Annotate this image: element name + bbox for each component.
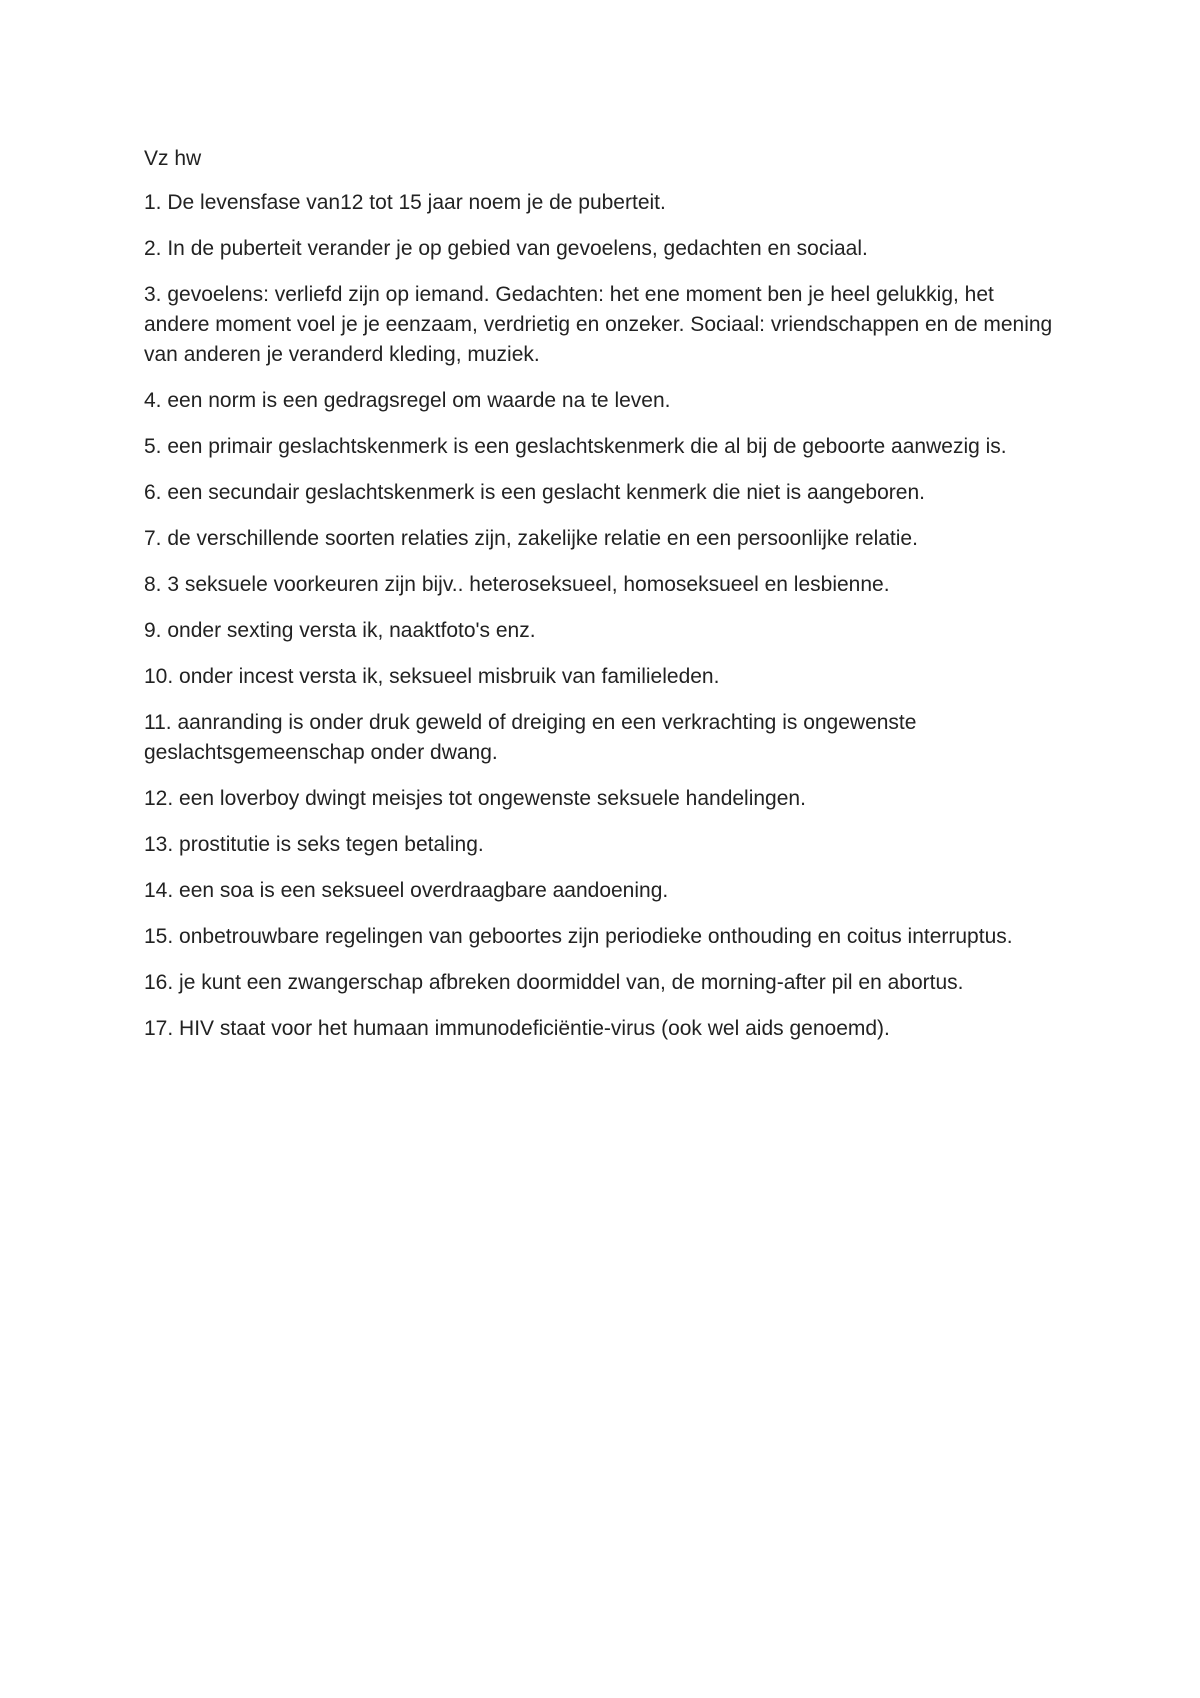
answer-8: 8. 3 seksuele voorkeuren zijn bijv.. heteroseksueel, homoseksueel en lesbienne. bbox=[144, 573, 890, 596]
document-title: Vz hw bbox=[144, 147, 202, 170]
document-body bbox=[144, 144, 1064, 1060]
answer-11: 11. aanranding is onder druk geweld of dreiging en een verkrachting is ongewenste geslachtsgemeenschap onder dwang. bbox=[144, 711, 917, 764]
answer-6: 6. een secundair geslachtskenmerk is een geslacht kenmerk die niet is aangeboren. bbox=[144, 481, 925, 504]
answer-5: 5. een primair geslachtskenmerk is een geslachtskenmerk die al bij de geboorte aanwezig is. bbox=[144, 435, 1007, 458]
answer-16: 16. je kunt een zwangerschap afbreken doormiddel van, de morning-after pil en abortus. bbox=[144, 971, 964, 994]
answer-14: 14. een soa is een seksueel overdraagbare aandoening. bbox=[144, 879, 669, 902]
answer-7: 7. de verschillende soorten relaties zijn, zakelijke relatie en een persoonlijke relatie. bbox=[144, 527, 918, 550]
answer-12: 12. een loverboy dwingt meisjes tot ongewenste seksuele handelingen. bbox=[144, 787, 806, 810]
answer-17: 17. HIV staat voor het humaan immunodeficiëntie-virus (ook wel aids genoemd). bbox=[144, 1017, 890, 1040]
answer-4: 4. een norm is een gedragsregel om waarde na te leven. bbox=[144, 389, 671, 412]
answer-3: 3. gevoelens: verliefd zijn op iemand. Gedachten: het ene moment ben je heel gelukkig, het andere moment voel je je eenzaam, verdrietig en onzeker. Sociaal: vriendschappen en de mening van anderen je veranderd kleding, muziek. bbox=[144, 283, 1053, 366]
answer-15: 15. onbetrouwbare regelingen van geboortes zijn periodieke onthouding en coitus interruptus. bbox=[144, 925, 1013, 948]
answer-13: 13. prostitutie is seks tegen betaling. bbox=[144, 833, 484, 856]
answer-2: 2. In de puberteit verander je op gebied van gevoelens, gedachten en sociaal. bbox=[144, 237, 868, 260]
answer-9: 9. onder sexting versta ik, naaktfoto's enz. bbox=[144, 619, 536, 642]
answer-10: 10. onder incest versta ik, seksueel misbruik van familieleden. bbox=[144, 665, 720, 688]
answer-1: 1. De levensfase van12 tot 15 jaar noem je de puberteit. bbox=[144, 191, 666, 214]
